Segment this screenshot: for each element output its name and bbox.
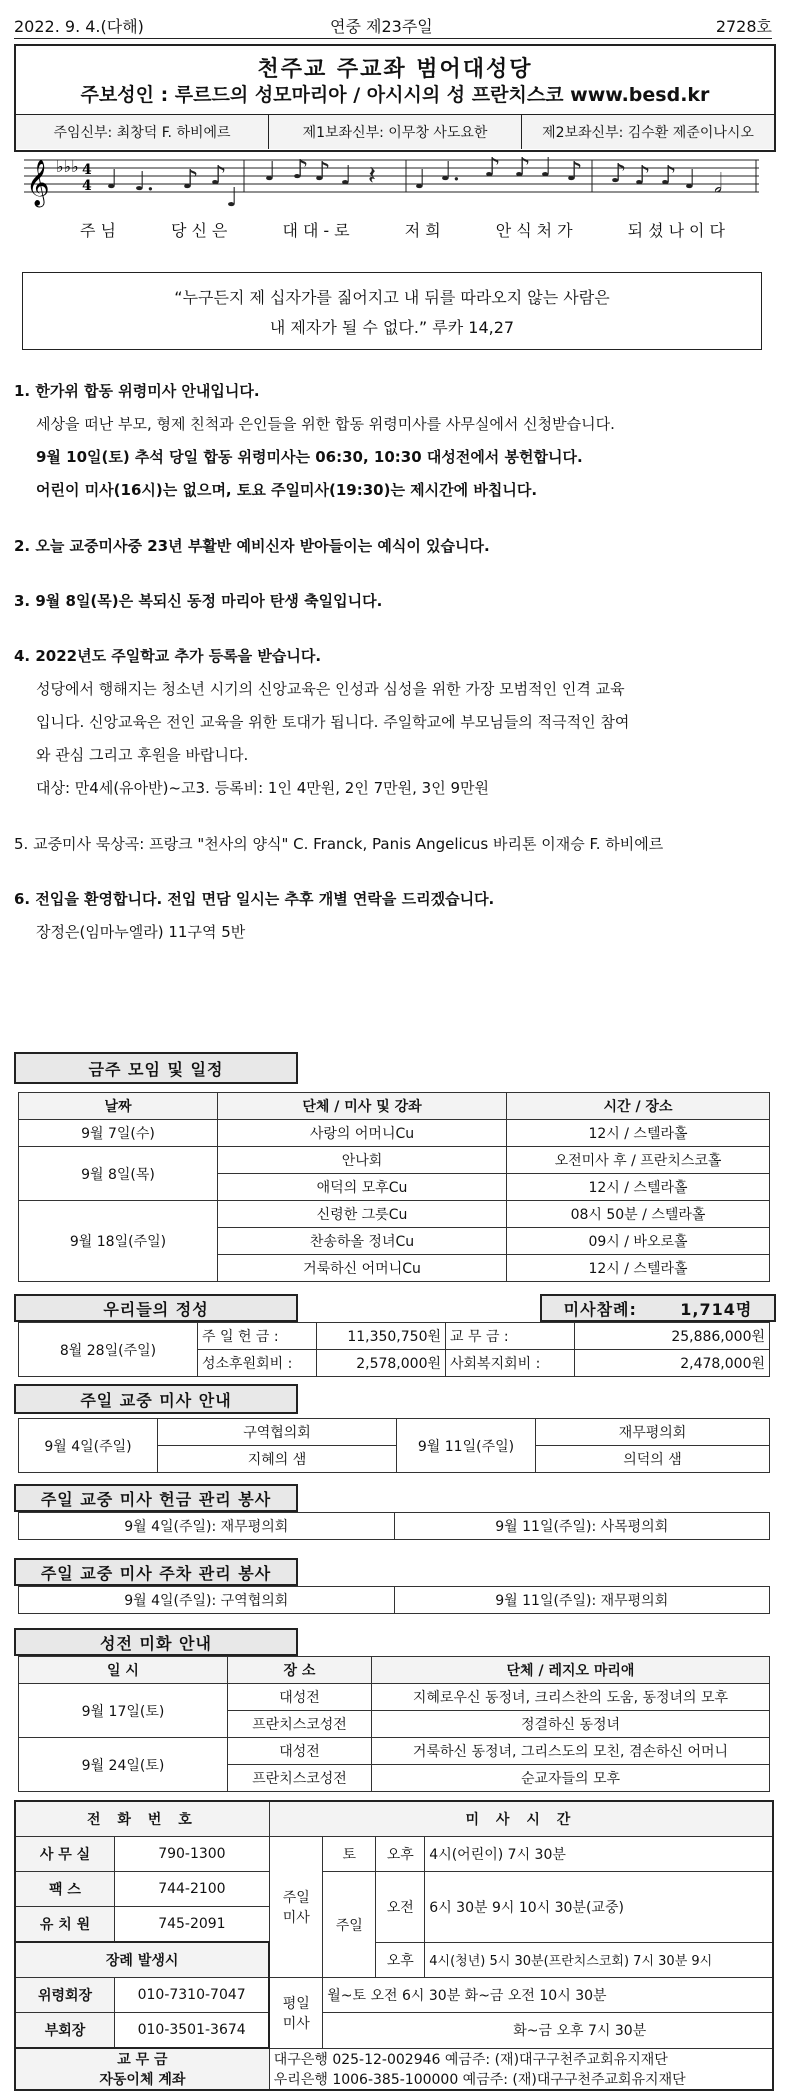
weekday-mass-label: 평일 미사 (269, 1978, 323, 2049)
altar-place: 프란치스코성전 (228, 1711, 372, 1738)
notice-heading: 6. 전입을 환영합니다. 전입 면담 일시는 추후 개별 연락을 드리겠습니다. (14, 890, 495, 908)
funeral-phone: 010-3501-3674 (115, 2013, 270, 2049)
cash-service-title: 주일 교중 미사 헌금 관리 봉사 (14, 1484, 298, 1512)
notice-item (14, 645, 774, 799)
cash-service-table (18, 1512, 770, 1540)
weekday-times-2: 화~금 오후 7시 30분 (323, 2013, 773, 2049)
altar-date: 9월 24일(토) (19, 1738, 228, 1792)
guide-group: 지혜의 샘 (158, 1446, 397, 1473)
table-row (19, 1684, 770, 1711)
music-staff (14, 150, 772, 225)
bulletin-date: 2022. 9. 4.(다해) (14, 17, 144, 36)
lyric-word: 당신은 (171, 221, 233, 240)
priest-row (16, 114, 774, 149)
guide-date: 9월 11일(주일) (397, 1419, 536, 1473)
offering-label: 성소후원회비 : (198, 1350, 317, 1377)
col-header: 일 시 (19, 1657, 228, 1684)
schedule-group: 신령한 그릇Cu (218, 1201, 507, 1228)
mass-guide-table (18, 1418, 770, 1473)
schedule-time: 12시 / 스텔라홀 (507, 1120, 770, 1147)
col-header: 날짜 (19, 1093, 218, 1120)
offering-value: 25,886,000원 (575, 1323, 770, 1350)
altar-group: 거룩하신 동정녀, 그리스도의 모친, 겸손하신 어머니 (372, 1738, 770, 1765)
schedule-group: 사랑의 어머니Cu (218, 1120, 507, 1147)
svg-text:♭♭♭: ♭♭♭ (56, 157, 79, 176)
cash-service-b: 9월 11일(주일): 사목평의회 (394, 1513, 770, 1540)
notice-heading: 5. 교중미사 묵상곡: 프랑크 "천사의 양식" C. Franck, Panis Angelicus 바리톤 이재승 F. 하비에르 (14, 835, 664, 853)
svg-text:♩.: ♩. (440, 157, 461, 187)
bank-account-2: 우리은행 1006-385-100000 예금주: (재)대구구천주교회유지재단 (273, 2071, 686, 2088)
table-row (19, 1120, 770, 1147)
schedule-time: 09시 / 바오로홀 (507, 1228, 770, 1255)
schedule-table (18, 1092, 770, 1282)
svg-text:♪: ♪ (566, 157, 583, 187)
altar-place: 프란치스코성전 (228, 1765, 372, 1792)
svg-text:♩.: ♩. (134, 167, 155, 197)
gospel-quote (22, 272, 762, 350)
schedule-group: 거룩하신 어머니Cu (218, 1255, 507, 1282)
svg-text:♪: ♪ (210, 161, 227, 191)
offering-value: 2,578,000원 (317, 1350, 446, 1377)
info-table (14, 1800, 774, 2091)
notice-item (14, 888, 774, 943)
lyric-word: 안식처가 (495, 221, 578, 240)
notice-heading: 3. 9월 8일(목)은 복되신 동정 마리아 탄생 축일입니다. (14, 592, 383, 610)
schedule-date: 9월 18일(주일) (19, 1201, 218, 1282)
schedule-title: 금주 모임 및 일정 (14, 1052, 298, 1084)
lyric-word: 대대-로 (282, 221, 355, 240)
tithe-label (15, 2048, 269, 2090)
svg-text:4: 4 (82, 178, 92, 194)
mass-times-title: 미 사 시 간 (269, 1801, 773, 1837)
assistant-priest-2: 제2보좌신부: 김수환 제준이나시오 (522, 115, 774, 149)
altar-title: 성전 미화 안내 (14, 1628, 298, 1656)
svg-text:𝅗𝅥: 𝅗𝅥 (714, 169, 723, 199)
sun-pm-times: 4시(청년) 5시 30분(프란치스코회) 7시 30분 9시 (425, 1942, 773, 1978)
phone-title: 전 화 번 호 (15, 1801, 269, 1837)
attendance-count: 1,714명 (680, 1299, 753, 1319)
schedule-time: 오전미사 후 / 프란치스코홀 (507, 1147, 770, 1174)
offering-label: 사회복지회비 : (446, 1350, 575, 1377)
assistant-priest-1: 제1보좌신부: 이무창 사도요한 (269, 115, 522, 149)
notice-heading: 4. 2022년도 주일학교 추가 등록을 받습니다. (14, 647, 322, 665)
altar-group: 정결하신 동정녀 (372, 1711, 770, 1738)
funeral-phone: 010-7310-7047 (115, 1978, 270, 2013)
schedule-time: 12시 / 스텔라홀 (507, 1255, 770, 1282)
phone-number: 744-2100 (115, 1872, 270, 1907)
parking-service-title: 주일 교중 미사 주차 관리 봉사 (14, 1558, 298, 1586)
lyric-word: 주님 (80, 221, 121, 240)
parking-service-b: 9월 11일(주일): 재무평의회 (394, 1587, 770, 1614)
offering-date: 8월 28일(주일) (19, 1323, 198, 1377)
sun-label: 주일 (323, 1872, 376, 1978)
col-header: 시간 / 장소 (507, 1093, 770, 1120)
schedule-group: 안나회 (218, 1147, 507, 1174)
tithe-label-1: 교 무 금 (117, 2052, 168, 2068)
svg-text:♪: ♪ (514, 153, 531, 183)
altar-date: 9월 17일(토) (19, 1684, 228, 1738)
bank-account-1: 대구은행 025-12-002946 예금주: (재)대구구천주교회유지재단 (273, 2051, 668, 2068)
attendance-box (540, 1294, 776, 1322)
offering-table (18, 1322, 770, 1377)
notice-line: 입니다. 신앙교육은 전인 교육을 위한 토대가 됩니다. 주일학교에 부모님들의 적극적인 참여 (36, 713, 630, 731)
table-row (19, 1147, 770, 1174)
svg-text:♪: ♪ (314, 157, 331, 187)
notice-item (14, 535, 774, 556)
guide-group: 의덕의 샘 (536, 1446, 770, 1473)
svg-text:♩: ♩ (414, 165, 427, 195)
svg-text:♩: ♩ (264, 157, 277, 187)
schedule-group: 찬송하올 정녀Cu (218, 1228, 507, 1255)
svg-text:♪: ♪ (182, 165, 199, 195)
lyric-word: 되셨나이다 (627, 221, 730, 240)
altar-place: 대성전 (228, 1738, 372, 1765)
guide-group: 재무평의회 (536, 1419, 770, 1446)
offering-title: 우리들의 정성 (14, 1294, 298, 1322)
treble-clef-icon: 𝄞 (26, 160, 50, 206)
notice-heading: 2. 오늘 교중미사중 23년 부활반 예비신자 받아들이는 예식이 있습니다. (14, 537, 490, 555)
svg-text:𝄽: 𝄽 (368, 161, 376, 191)
notice-line: 장정은(임마누엘라) 11구역 5반 (36, 923, 246, 941)
lyric-word: 저희 (404, 221, 446, 240)
phone-label: 사 무 실 (15, 1837, 115, 1872)
sat-label: 토 (323, 1837, 376, 1872)
notice-line: 와 관심 그리고 후원을 바랍니다. (36, 746, 249, 764)
funeral-label: 위령회장 (15, 1978, 115, 2013)
svg-text:♪: ♪ (660, 161, 677, 191)
attendance-label: 미사참례: (563, 1299, 637, 1319)
funeral-title: 장례 발생시 (15, 1942, 269, 1978)
notice-line: 대상: 만4세(유아반)~고3. 등록비: 1인 4만원, 2인 7만원, 3인 9만원 (36, 779, 489, 797)
schedule-group: 애덕의 모후Cu (218, 1174, 507, 1201)
title-box (14, 44, 776, 152)
table-row (19, 1201, 770, 1228)
weekday-times-1: 월~토 오전 6시 30분 화~금 오전 10시 30분 (323, 1978, 773, 2013)
col-header: 단체 / 레지오 마리애 (372, 1657, 770, 1684)
svg-text:♩: ♩ (226, 183, 239, 213)
altar-table (18, 1656, 770, 1792)
sunday-mass-label: 주일 미사 (269, 1837, 323, 1978)
notices-list (14, 380, 774, 977)
offering-value: 2,478,000원 (575, 1350, 770, 1377)
notice-heading: 1. 한가위 합동 위령미사 안내입니다. (14, 382, 260, 400)
altar-group: 순교자들의 모후 (372, 1765, 770, 1792)
svg-text:4: 4 (82, 162, 92, 178)
notice-line: 9월 10일(토) 추석 당일 합동 위령미사는 06:30, 10:30 대성전에서 봉헌합니다. (36, 448, 583, 466)
funeral-label: 부회장 (15, 2013, 115, 2049)
sun-am-times: 6시 30분 9시 10시 30분(교중) (425, 1872, 773, 1943)
guide-date: 9월 4일(주일) (19, 1419, 158, 1473)
svg-text:♩: ♩ (540, 153, 553, 183)
svg-text:♪: ♪ (634, 161, 651, 191)
phone-label: 팩 스 (15, 1872, 115, 1907)
guide-group: 구역협의회 (158, 1419, 397, 1446)
parking-service-a: 9월 4일(주일): 구역협의회 (19, 1587, 395, 1614)
header-divider (14, 38, 772, 39)
sun-am: 오전 (376, 1872, 425, 1943)
liturgical-week: 연중 제23주일 (330, 17, 433, 36)
notice-item (14, 590, 774, 611)
offering-label: 주 일 헌 금 : (198, 1323, 317, 1350)
tithe-label-2: 자동이체 계좌 (99, 2072, 186, 2088)
cash-service-a: 9월 4일(주일): 재무평의회 (19, 1513, 395, 1540)
offering-label: 교 무 금 : (446, 1323, 575, 1350)
notice-line: 어린이 미사(16시)는 없으며, 토요 주일미사(19:30)는 제시간에 바칩니다. (36, 481, 538, 499)
phone-label: 유 치 원 (15, 1907, 115, 1943)
quote-line-2: 내 제자가 될 수 없다.” 루카 14,27 (269, 318, 515, 337)
notice-item (14, 833, 774, 854)
altar-group: 지혜로우신 동정녀, 크리스찬의 도움, 동정녀의 모후 (372, 1684, 770, 1711)
svg-text:♪: ♪ (610, 159, 627, 189)
notice-line: 세상을 떠난 부모, 형제 친척과 은인들을 위한 합동 위령미사를 사무실에서 신청받습니다. (36, 415, 615, 433)
quote-line-1: “누구든지 제 십자가를 짊어지고 내 뒤를 따라오지 않는 사람은 (174, 288, 610, 307)
schedule-date: 9월 8일(목) (19, 1147, 218, 1201)
sat-pm: 오후 (376, 1837, 425, 1872)
pastor: 주임신부: 최창덕 F. 하비에르 (16, 115, 269, 149)
tithe-accounts (269, 2048, 773, 2090)
svg-text:♩: ♩ (684, 165, 697, 195)
svg-text:♪: ♪ (484, 153, 501, 183)
sun-pm: 오후 (376, 1942, 425, 1978)
schedule-date: 9월 7일(수) (19, 1120, 218, 1147)
chant-lyrics (80, 218, 730, 241)
altar-place: 대성전 (228, 1684, 372, 1711)
phone-number: 745-2091 (115, 1907, 270, 1943)
col-header: 단체 / 미사 및 강좌 (218, 1093, 507, 1120)
sat-times: 4시(어린이) 7시 30분 (425, 1837, 773, 1872)
svg-text:♪: ♪ (292, 155, 309, 185)
notice-item (14, 380, 774, 501)
phone-number: 790-1300 (115, 1837, 270, 1872)
parish-name: 천주교 주교좌 범어대성당 (257, 57, 533, 82)
parking-service-table (18, 1586, 770, 1614)
mass-guide-title: 주일 교중 미사 안내 (14, 1384, 298, 1414)
col-header: 장 소 (228, 1657, 372, 1684)
svg-text:♩: ♩ (106, 165, 119, 195)
table-row (19, 1738, 770, 1765)
patron-saints: 주보성인 : 루르드의 성모마리아 / 아시시의 성 프란치스코 www.besd.kr (80, 84, 710, 106)
schedule-time: 08시 50분 / 스텔라홀 (507, 1201, 770, 1228)
issue-number: 2728호 (715, 17, 772, 36)
notice-line: 성당에서 행해지는 청소년 시기의 신앙교육은 인성과 심성을 위한 가장 모범적인 인격 교육 (36, 680, 625, 698)
offering-value: 11,350,750원 (317, 1323, 446, 1350)
svg-text:♩: ♩ (340, 161, 353, 191)
schedule-time: 12시 / 스텔라홀 (507, 1174, 770, 1201)
